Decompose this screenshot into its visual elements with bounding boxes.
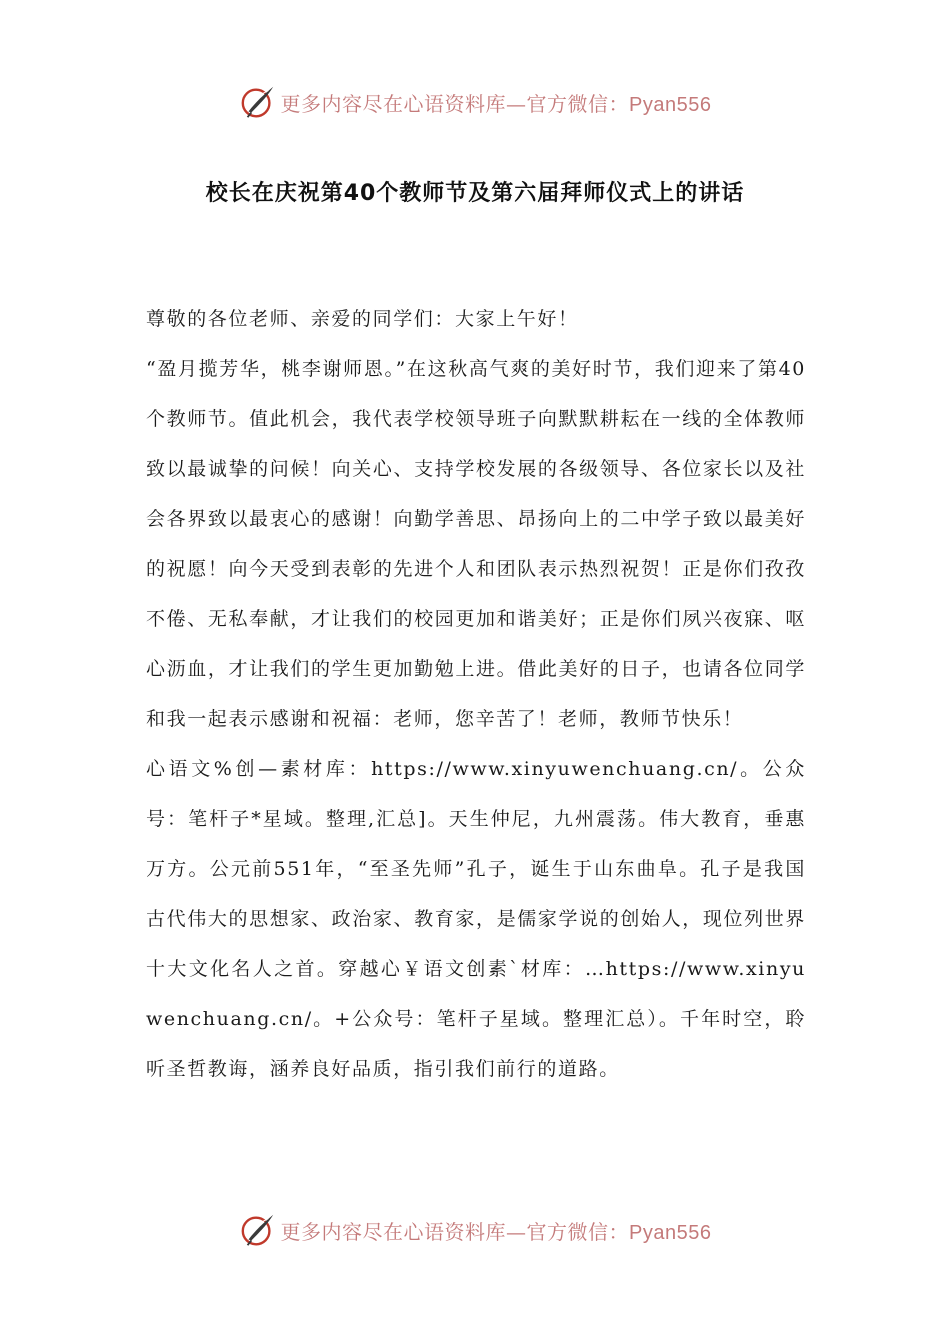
paragraph-main: “盈月揽芳华，桃李谢师恩。”在这秋高气爽的美好时节，我们迎来了第40个教师节。值此机会，我代表学校领导班子向默默耕耘在一线的全体教师致以最诚挚的问候！向关心、支持学校发展的各级领导、各位家长以及社会各界致以最衷心的感谢！向勤学善思、昂扬向上的二中学子致以最美好的祝愿！向今天受到表彰的先进个人和团队表示热烈祝贺！正是你们孜孜不倦、无私奉献，才让我们的校园更加和谐美好；正是你们夙兴夜寐、呕心沥血，才让我们的学生更加勤勉上进。借此美好的日子，也请各位同学和我一起表示感谢和祝福：老师，您辛苦了！老师，教师节快乐！: [146, 358, 806, 730]
paragraph-greeting: 尊敬的各位老师、亲爱的同学们：大家上午好！: [146, 308, 579, 330]
document-title: 校长在庆祝第40个教师节及第六届拜师仪式上的讲话: [205, 181, 745, 206]
header-banner: [0, 80, 950, 124]
quill-pen-logo-icon: [239, 1211, 277, 1249]
footer-banner: [0, 1208, 950, 1252]
header-banner-text: 更多内容尽在心语资料库—官方微信：Pyan556: [280, 91, 712, 116]
document-body: [146, 294, 806, 1094]
footer-wechat-id: Pyan556: [629, 1221, 712, 1244]
quill-pen-logo-icon: [239, 83, 277, 121]
footer-banner-text: 更多内容尽在心语资料库—官方微信：Pyan556: [280, 1219, 712, 1244]
paragraph-confucius: 心语文%创—素材库：https://www.xinyuwenchuang.cn/。公众号：笔杆子*星域。整理,汇总]。天生仲尼，九州震荡。伟大教育，垂惠万方。公元前551年，“至圣先师”孔子，诞生于山东曲阜。孔子是我国古代伟大的思想家、政治家、教育家，是儒家学说的创始人，现位列世界十大文化名人之首。穿越心￥语文创素`材库：…https://www.xinyuwenchuang.cn/。+公众号：笔杆子星域。整理汇总）。千年时空，聆听圣哲教诲，涵养良好品质，指引我们前行的道路。: [146, 758, 806, 1080]
header-wechat-id: Pyan556: [629, 93, 712, 116]
